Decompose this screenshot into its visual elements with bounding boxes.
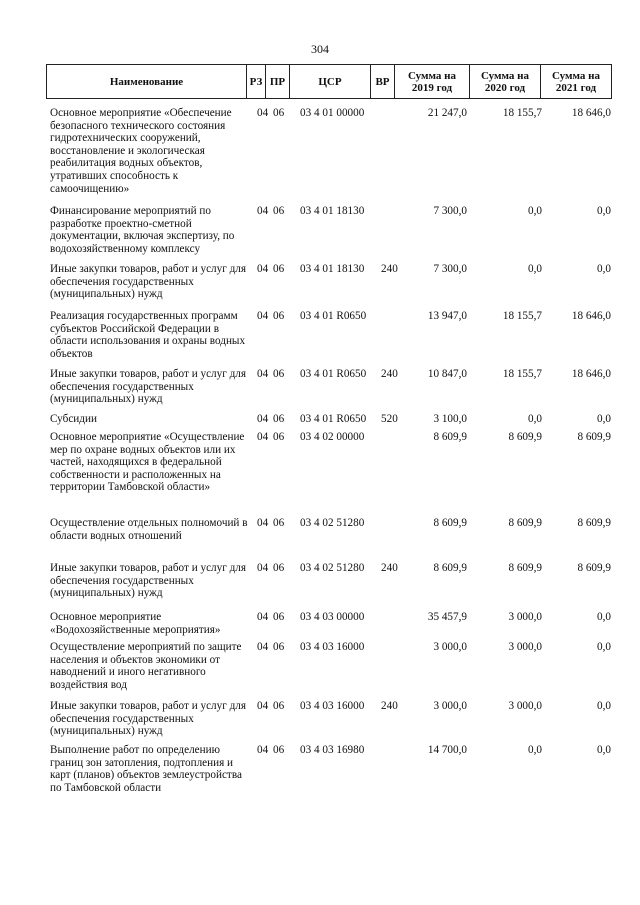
cell-sum2021: 8 609,9 xyxy=(577,562,611,574)
cell-sum2020: 0,0 xyxy=(528,205,542,217)
cell-sum2021: 0,0 xyxy=(597,413,611,425)
cell-csr: 03 4 02 00000 xyxy=(300,431,365,443)
cell-name: Основное мероприятие «Осуществление мер по охране водных объектов или их частей, находящихся в федеральной собственности и расположенных на территории Тамбовской области» xyxy=(50,431,245,494)
cell-pr: 06 xyxy=(273,431,285,443)
cell-sum2019: 8 609,9 xyxy=(433,562,467,574)
cell-sum2021: 18 646,0 xyxy=(571,310,611,322)
cell-sum2019: 8 609,9 xyxy=(433,517,467,529)
cell-rz: 04 xyxy=(257,368,269,380)
cell-name: Основное мероприятие «Водохозяйственные мероприятия» xyxy=(50,611,221,636)
cell-sum2021: 0,0 xyxy=(597,263,611,275)
header-sum-2021: Сумма на 2021 год xyxy=(540,64,612,99)
cell-rz: 04 xyxy=(257,310,269,322)
cell-pr: 06 xyxy=(273,562,285,574)
cell-csr: 03 4 01 R0650 xyxy=(300,413,367,425)
cell-csr: 03 4 02 51280 xyxy=(300,517,365,529)
cell-sum2021: 0,0 xyxy=(597,700,611,712)
cell-sum2020: 18 155,7 xyxy=(502,310,542,322)
cell-pr: 06 xyxy=(273,700,285,712)
cell-sum2020: 0,0 xyxy=(528,413,542,425)
cell-sum2021: 18 646,0 xyxy=(571,107,611,119)
cell-pr: 06 xyxy=(273,641,285,653)
cell-rz: 04 xyxy=(257,107,269,119)
cell-sum2020: 0,0 xyxy=(528,263,542,275)
cell-name: Иные закупки товаров, работ и услуг для обеспечения государственных (муниципальных) нужд xyxy=(50,263,247,301)
cell-csr: 03 4 02 51280 xyxy=(300,562,365,574)
cell-name: Осуществление мероприятий по защите населения и объектов экономики от наводнений и иного негативного воздействия вод xyxy=(50,641,242,691)
cell-csr: 03 4 01 18130 xyxy=(300,263,365,275)
cell-rz: 04 xyxy=(257,641,269,653)
cell-name: Реализация государственных программ субъектов Российской Федерации в области использования и охраны водных объектов xyxy=(50,310,246,360)
cell-sum2019: 8 609,9 xyxy=(433,431,467,443)
cell-rz: 04 xyxy=(257,611,269,623)
cell-sum2019: 10 847,0 xyxy=(427,368,467,380)
cell-rz: 04 xyxy=(257,263,269,275)
cell-rz: 04 xyxy=(257,431,269,443)
cell-pr: 06 xyxy=(273,368,285,380)
cell-vr: 240 xyxy=(381,562,398,574)
cell-rz: 04 xyxy=(257,562,269,574)
cell-pr: 06 xyxy=(273,310,285,322)
cell-sum2020: 8 609,9 xyxy=(508,431,542,443)
cell-sum2019: 7 300,0 xyxy=(433,205,467,217)
cell-csr: 03 4 03 16980 xyxy=(300,744,365,756)
cell-vr: 240 xyxy=(381,368,398,380)
cell-pr: 06 xyxy=(273,107,285,119)
cell-sum2019: 3 000,0 xyxy=(433,641,467,653)
cell-name: Основное мероприятие «Обеспечение безопасного технического состояния гидротехнических сооружений, восстановление и экологическая реабилитация водных объектов, утративших способность к самоочищению» xyxy=(50,107,232,195)
cell-csr: 03 4 03 16000 xyxy=(300,641,365,653)
cell-sum2021: 18 646,0 xyxy=(571,368,611,380)
cell-sum2019: 7 300,0 xyxy=(433,263,467,275)
cell-name: Осуществление отдельных полномочий в области водных отношений xyxy=(50,517,248,542)
cell-sum2020: 3 000,0 xyxy=(508,641,542,653)
cell-name: Иные закупки товаров, работ и услуг для обеспечения государственных (муниципальных) нужд xyxy=(50,562,247,600)
cell-vr: 240 xyxy=(381,700,398,712)
cell-sum2019: 14 700,0 xyxy=(427,744,467,756)
cell-name: Иные закупки товаров, работ и услуг для обеспечения государственных (муниципальных) нужд xyxy=(50,700,247,738)
cell-pr: 06 xyxy=(273,517,285,529)
cell-name: Финансирование мероприятий по разработке проектно-сметной документации, включая экспертизу, по водохозяйственному комплексу xyxy=(50,205,235,255)
cell-sum2019: 3 100,0 xyxy=(433,413,467,425)
cell-sum2021: 0,0 xyxy=(597,744,611,756)
cell-rz: 04 xyxy=(257,205,269,217)
cell-sum2020: 3 000,0 xyxy=(508,611,542,623)
cell-vr: 520 xyxy=(381,413,398,425)
cell-sum2020: 8 609,9 xyxy=(508,517,542,529)
cell-csr: 03 4 03 16000 xyxy=(300,700,365,712)
header-sum-2020: Сумма на 2020 год xyxy=(469,64,541,99)
cell-sum2021: 0,0 xyxy=(597,611,611,623)
cell-rz: 04 xyxy=(257,413,269,425)
table-header xyxy=(46,64,612,99)
header-name: Наименование xyxy=(46,64,247,99)
cell-csr: 03 4 03 00000 xyxy=(300,611,365,623)
cell-rz: 04 xyxy=(257,700,269,712)
page-number: 304 xyxy=(311,42,329,56)
cell-rz: 04 xyxy=(257,517,269,529)
cell-rz: 04 xyxy=(257,744,269,756)
cell-sum2020: 8 609,9 xyxy=(508,562,542,574)
cell-sum2019: 35 457,9 xyxy=(427,611,467,623)
cell-csr: 03 4 01 R0650 xyxy=(300,368,367,380)
cell-name: Выполнение работ по определению границ зон затопления, подтопления и карт (планов) объектов землеустройства по Тамбовской области xyxy=(50,744,242,794)
cell-csr: 03 4 01 00000 xyxy=(300,107,365,119)
cell-sum2021: 0,0 xyxy=(597,641,611,653)
cell-sum2020: 18 155,7 xyxy=(502,368,542,380)
cell-sum2021: 8 609,9 xyxy=(577,517,611,529)
header-vr: ВР xyxy=(370,64,395,99)
cell-pr: 06 xyxy=(273,263,285,275)
header-rz: РЗ xyxy=(246,64,266,99)
cell-sum2019: 3 000,0 xyxy=(433,700,467,712)
header-csr: ЦСР xyxy=(289,64,371,99)
cell-name: Субсидии xyxy=(50,413,97,425)
cell-name: Иные закупки товаров, работ и услуг для обеспечения государственных (муниципальных) нужд xyxy=(50,368,247,406)
cell-sum2020: 18 155,7 xyxy=(502,107,542,119)
cell-pr: 06 xyxy=(273,413,285,425)
header-sum-2019: Сумма на 2019 год xyxy=(394,64,470,99)
cell-csr: 03 4 01 18130 xyxy=(300,205,365,217)
cell-csr: 03 4 01 R0650 xyxy=(300,310,367,322)
cell-sum2020: 3 000,0 xyxy=(508,700,542,712)
cell-sum2021: 8 609,9 xyxy=(577,431,611,443)
cell-sum2020: 0,0 xyxy=(528,744,542,756)
cell-sum2019: 21 247,0 xyxy=(427,107,467,119)
cell-sum2021: 0,0 xyxy=(597,205,611,217)
cell-pr: 06 xyxy=(273,744,285,756)
cell-pr: 06 xyxy=(273,611,285,623)
header-pr: ПР xyxy=(265,64,290,99)
cell-sum2019: 13 947,0 xyxy=(427,310,467,322)
cell-vr: 240 xyxy=(381,263,398,275)
cell-pr: 06 xyxy=(273,205,285,217)
